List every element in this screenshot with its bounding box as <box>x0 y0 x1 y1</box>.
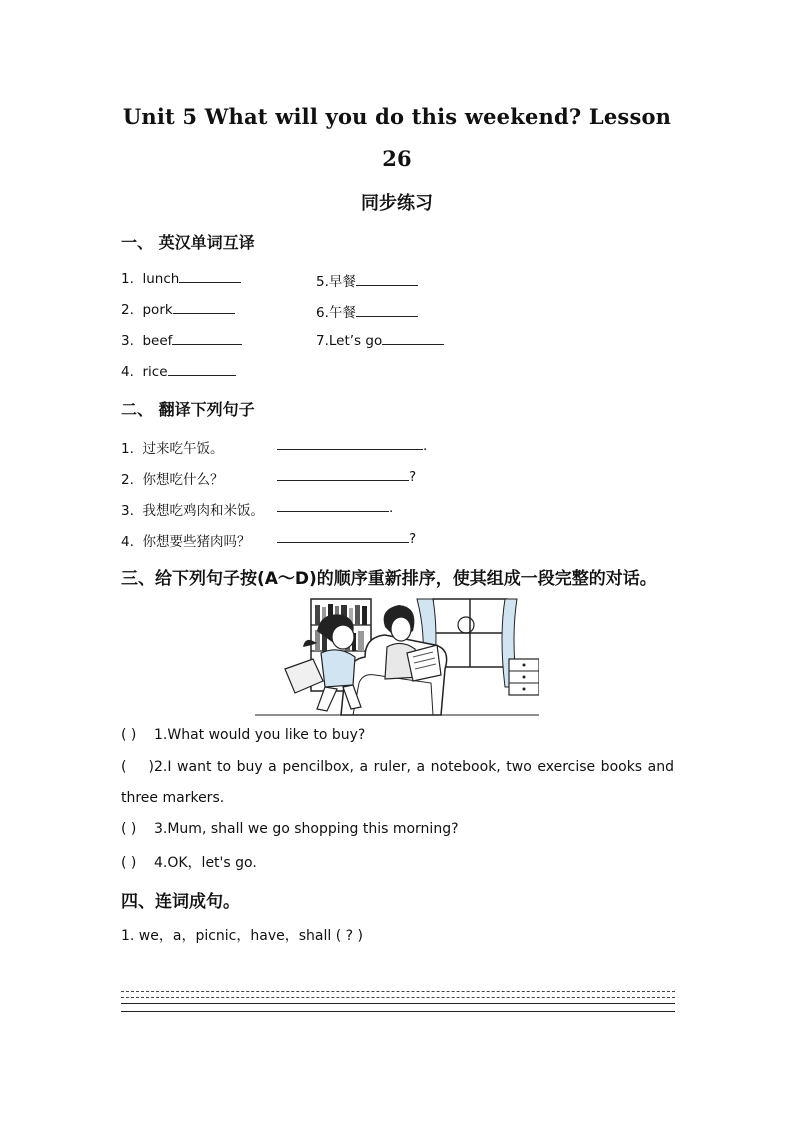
vocab-item: 1. lunch <box>121 270 241 287</box>
answer-blank[interactable] <box>356 304 418 317</box>
word-order-item: 1. we，a，picnic，have，shall ( ? ) <box>121 928 363 944</box>
answer-blank[interactable] <box>179 270 241 283</box>
answer-parentheses[interactable]: ( ) <box>121 727 137 743</box>
vocab-item: 5.早餐 <box>316 270 418 290</box>
translate-item: 2. 你想吃什么？ <box>121 472 224 488</box>
section4-heading: 四、连词成句。 <box>121 892 240 912</box>
answer-blank[interactable] <box>277 437 423 450</box>
reorder-item-continuation: three markers. <box>121 790 225 806</box>
page-title: Unit 5 What will you do this weekend? Lesson <box>122 104 672 129</box>
reorder-item: ( ) 1.What would you like to buy? <box>121 727 366 743</box>
section1-heading: 一、 英汉单词互译 <box>121 233 255 252</box>
answer-blank[interactable] <box>168 363 236 376</box>
answer-blank[interactable] <box>172 332 242 345</box>
mother-daughter-illustration <box>255 597 539 717</box>
writing-line-dashed <box>121 991 675 992</box>
translate-item: 1. 过来吃午饭。 <box>121 441 224 457</box>
answer-blank[interactable] <box>277 530 409 543</box>
answer-blank[interactable] <box>277 468 409 481</box>
section2-heading: 二、 翻译下列句子 <box>121 400 255 419</box>
answer-blank[interactable] <box>173 301 235 314</box>
answer-blank[interactable] <box>356 273 418 286</box>
translate-answer: . <box>277 499 393 516</box>
vocab-item: 4. rice <box>121 363 236 380</box>
page-title-line2: 26 <box>382 146 412 171</box>
answer-parentheses[interactable]: ( ) <box>121 821 137 837</box>
translate-item: 3. 我想吃鸡肉和米饭。 <box>121 503 264 519</box>
vocab-item: 2. pork <box>121 301 235 318</box>
translate-answer: . <box>277 437 427 454</box>
reorder-item: ( ) 3.Mum, shall we go shopping this morning? <box>121 821 459 837</box>
vocab-item: 3. beef <box>121 332 242 349</box>
vocab-item: 7.Let’s go <box>316 332 444 349</box>
writing-line <box>121 1003 675 1004</box>
answer-blank[interactable] <box>277 499 389 512</box>
answer-parentheses[interactable]: ( ) <box>121 759 154 775</box>
reorder-item: ( )2.I want to buy a pencilbox, a ruler, a notebook, two exercise books and <box>121 759 674 775</box>
translate-answer: ? <box>277 468 416 485</box>
reorder-item: ( ) 4.OK，let's go. <box>121 855 257 871</box>
writing-line[interactable] <box>121 1011 675 1012</box>
translate-item: 4. 你想要些猪肉吗？ <box>121 534 251 550</box>
answer-blank[interactable] <box>382 332 444 345</box>
writing-line-dashed <box>121 997 675 998</box>
vocab-item: 6.午餐 <box>316 301 418 321</box>
page-subtitle: 同步练习 <box>361 193 433 214</box>
answer-parentheses[interactable]: ( ) <box>121 855 137 871</box>
translate-answer: ? <box>277 530 416 547</box>
section3-heading: 三、给下列句子按(A～D)的顺序重新排序，使其组成一段完整的对话。 <box>121 569 657 589</box>
